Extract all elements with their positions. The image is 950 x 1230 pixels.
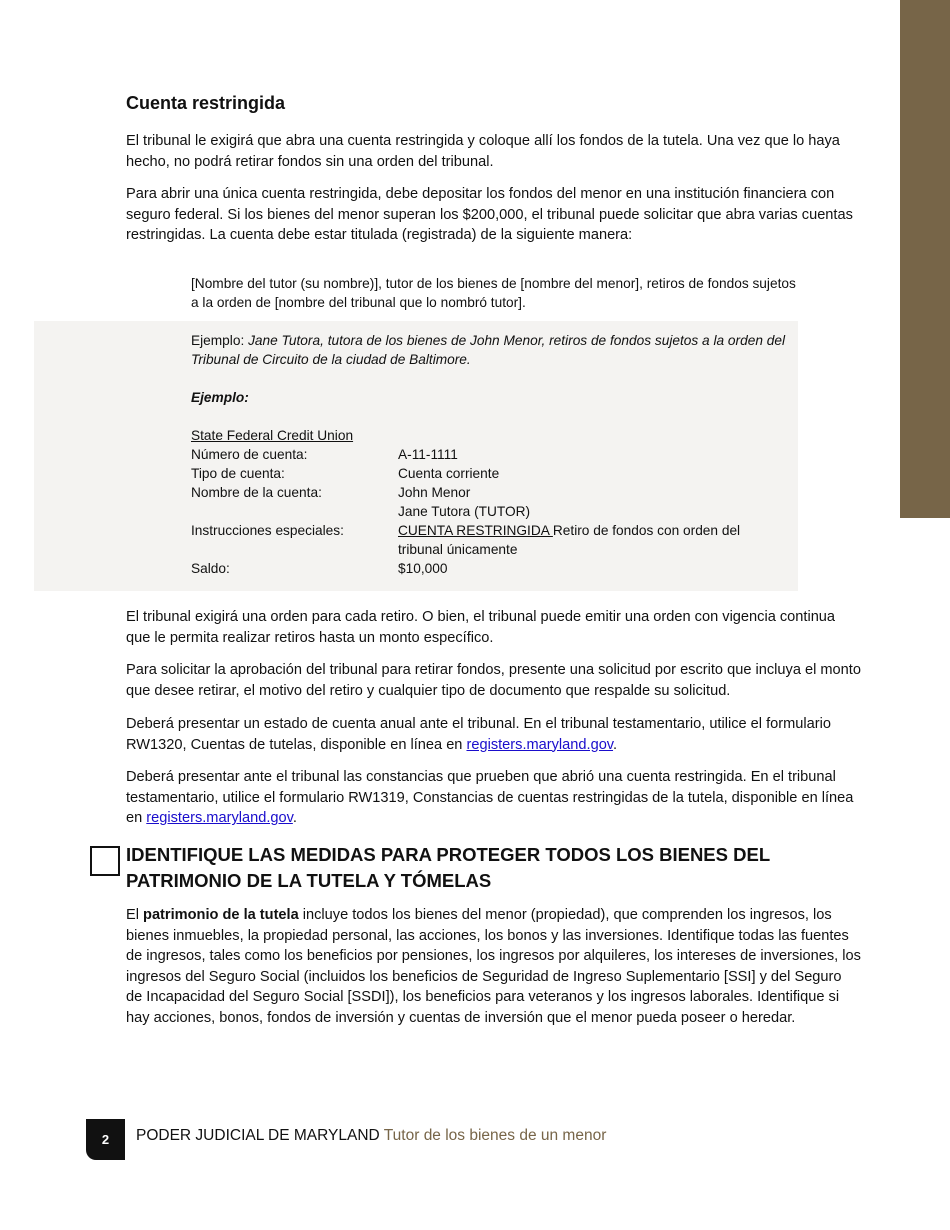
example-text: Jane Tutora, tutora de los bienes de John Menor, retiros de fondos sujetos a la orden del Tribunal de Circuito de la ciudad de Baltimore. [191, 333, 785, 367]
side-color-bar [900, 0, 950, 518]
example-1 [191, 331, 801, 369]
footer-org: PODER JUDICIAL DE MARYLAND [136, 1127, 380, 1144]
p6-text: Deberá presentar ante el tribunal las constancias que prueben que abrió una cuenta restringida. En el tribunal testamentario, utilice el formulario RW1319, Constancias de cuentas restringidas de la tutela, disponible en línea en [126, 769, 854, 827]
page-number: 2 [86, 1119, 125, 1160]
row-value: tribunal únicamente [398, 542, 518, 557]
row-label: Saldo: [191, 561, 230, 576]
checkbox[interactable] [90, 846, 120, 876]
p5-text: Deberá presentar un estado de cuenta anual ante el tribunal. En el tribunal testamentario, utilice el formulario RW1320, Cuentas de tutelas, disponible en línea en [126, 716, 831, 753]
paragraph-1: El tribunal le exigirá que abra una cuenta restringida y coloque allí los fondos de la tutela. Una vez que lo haya hecho, no podrá retirar fondos sin una orden del tribunal. [126, 133, 840, 170]
row-value: A-11-1111 [398, 447, 458, 462]
final-a: El [126, 907, 144, 923]
bank-name: State Federal Credit Union [191, 428, 354, 443]
registers-link[interactable]: registers.maryland.gov [146, 810, 293, 827]
row-label: Instrucciones especiales: [191, 523, 344, 538]
restricted-text: Retiro de fondos con orden del [552, 523, 741, 538]
final-bold: patrimonio de la tutela [143, 907, 299, 923]
registers-link[interactable]: registers.maryland.gov [466, 736, 614, 753]
row-value: Jane Tutora (TUTOR) [398, 504, 531, 519]
main-heading: IDENTIFIQUE LAS MEDIDAS PARA PROTEGER TODOS LOS BIENES DEL PATRIMONIO DE LA TUTELA Y TÓMELAS [126, 844, 770, 891]
estate-paragraph [126, 905, 861, 1029]
row-label: Nombre de la cuenta: [191, 485, 322, 500]
p5-end: . [613, 736, 618, 753]
paragraph-6 [126, 767, 861, 829]
account-title-format: [Nombre del tutor (su nombre)], tutor de los bienes de [nombre del menor], retiros de fondos sujetos a la orden de [nombre del tribunal que lo nombró tutor]. [191, 276, 796, 310]
p6-end: . [292, 810, 297, 827]
paragraph-5 [126, 714, 861, 755]
row-value: $10,000 [398, 561, 448, 576]
final-b: incluye todos los bienes del menor (propiedad), que comprenden los ingresos, los bienes inmuebles, la propiedad personal, las acciones, los bonos y las inversiones. Identifique todas las fuentes de ingresos, tales como los beneficios por pensiones, los ingresos por alquileres, los intereses de inversiones, los ingresos del Seguro Social (incluidos los beneficios de Seguridad de Ingreso Suplementario [SSI] y del Seguro de Incapacidad del Seguro Social [SSDI]), los beneficios para veteranos y los ingresos laborales. Identifique si hay acciones, bonos, fondos de inversión y cuentas de inversión que el menor pueda poseer o heredar. [126, 907, 861, 1026]
example-label: Ejemplo: [191, 333, 249, 348]
paragraph-2: Para abrir una única cuenta restringida, debe depositar los fondos del menor en una institución financiera con seguro federal. Si los bienes del menor superan los $200,000, el tribunal puede solicitar que abra varias cuentas restringidas. La cuenta debe estar titulada (registrada) de la siguiente manera: [126, 186, 853, 244]
row-value [398, 521, 740, 540]
row-value: John Menor [398, 485, 471, 500]
footer-doc: Tutor de los bienes de un menor [383, 1127, 607, 1144]
paragraph-4: Para solicitar la aprobación del tribunal para retirar fondos, presente una solicitud por escrito que incluya el monto que desee retirar, el motivo del retiro y cualquier tipo de documento que respalde su solicitud. [126, 662, 861, 699]
row-label: Tipo de cuenta: [191, 466, 285, 481]
restricted-label: CUENTA RESTRINGIDA [398, 523, 553, 538]
row-value: Cuenta corriente [398, 466, 500, 481]
section-title: Cuenta restringida [126, 93, 286, 113]
footer [136, 1127, 606, 1145]
row-label: Número de cuenta: [191, 447, 308, 462]
example-2-heading: Ejemplo: [191, 390, 249, 405]
paragraph-3: El tribunal exigirá una orden para cada retiro. O bien, el tribunal puede emitir una orden con vigencia continua que le permita realizar retiros hasta un monto específico. [126, 609, 836, 646]
